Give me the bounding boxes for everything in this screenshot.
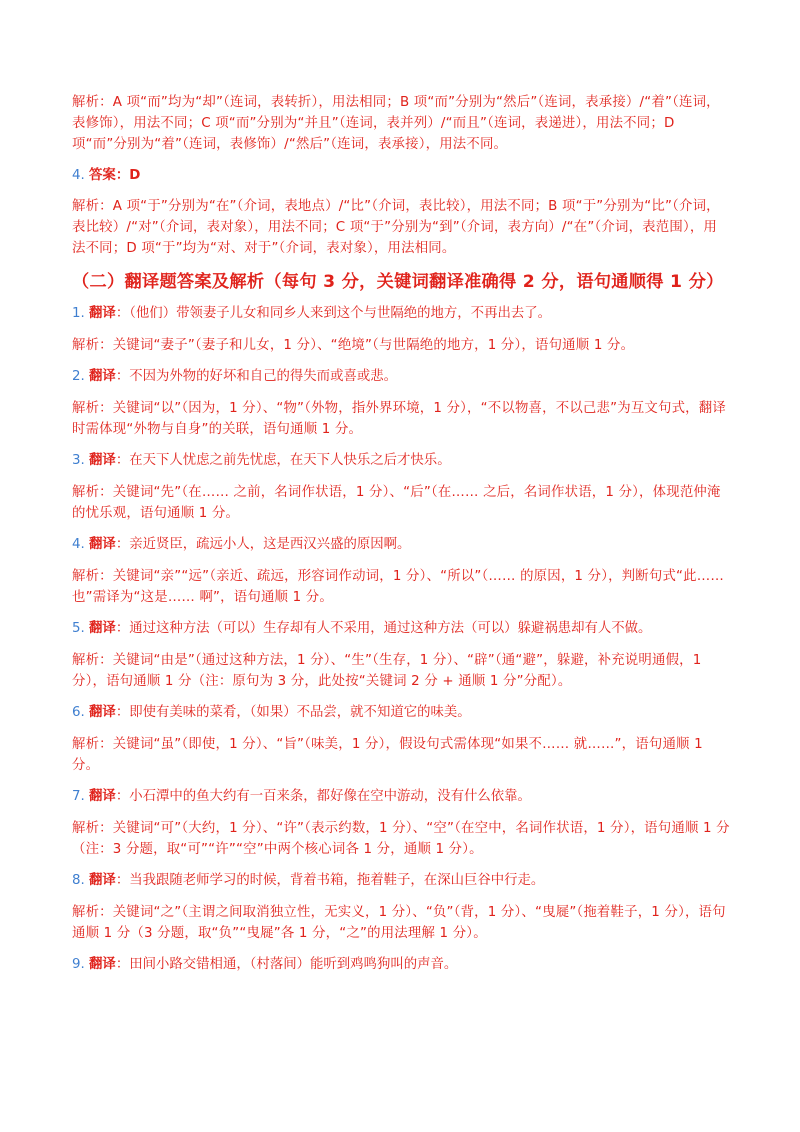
translation-text: ：亲近贤臣，疏远小人，这是西汉兴盛的原因啊。 bbox=[115, 537, 411, 552]
translation-item bbox=[72, 786, 730, 807]
translation-item bbox=[72, 450, 730, 471]
translation-label: 翻译 bbox=[89, 369, 116, 384]
translation-explanation: 解析：关键词“由是”（通过这种方法，1 分）、“生”（生存，1 分）、“辟”（通“避”，躲避，补充说明通假，1 分），语句通顺 1 分（注：原句为 3 分，此处按“关键词 2 分 + 通顺 1 分”分配）。 bbox=[72, 653, 702, 689]
translation-label: 翻译 bbox=[89, 621, 116, 636]
translation-number: 6. bbox=[72, 705, 85, 720]
translation-item bbox=[72, 702, 730, 723]
translation-number: 9. bbox=[72, 957, 85, 972]
translation-text: ：田间小路交错相通，（村落间）能听到鸡鸣狗叫的声音。 bbox=[115, 957, 458, 972]
translation-explanation: 解析：关键词“以”（因为，1 分）、“物”（外物，指外界环境，1 分），“不以物喜，不以己悲”为互文句式，翻译时需体现“外物与自身”的关联，语句通顺 1 分。 bbox=[72, 401, 726, 437]
translation-item bbox=[72, 954, 730, 975]
translation-label: 翻译 bbox=[89, 453, 116, 468]
translation-explanation: 解析：关键词“之”（主谓之间取消独立性，无实义，1 分）、“负”（背，1 分）、“曳屣”（拖着鞋子，1 分），语句通顺 1 分（3 分题，取“负”“曳屣”各 1 分，“之”的用法理解 1 分）。 bbox=[72, 905, 726, 941]
translation-text: ：即使有美味的菜肴，（如果）不品尝，就不知道它的味美。 bbox=[115, 705, 471, 720]
q4-number: 4. bbox=[72, 168, 85, 183]
q4-answer-label: 答案：D bbox=[89, 168, 141, 183]
translation-number: 4. bbox=[72, 537, 85, 552]
translation-explanation: 解析：关键词“虽”（即使，1 分）、“旨”（味美，1 分），假设句式需体现“如果不…… 就……”，语句通顺 1 分。 bbox=[72, 737, 703, 773]
translation-item bbox=[72, 303, 730, 324]
translation-number: 1. bbox=[72, 306, 85, 321]
translation-label: 翻译 bbox=[89, 705, 116, 720]
translation-explanation: 解析：关键词“可”（大约，1 分）、“许”（表示约数，1 分）、“空”（在空中，名词作状语，1 分），语句通顺 1 分（注：3 分题，取“可”“许”“空”中两个核心词各 1 分，通顺 1 分）。 bbox=[72, 821, 730, 857]
translation-explanation: 解析：关键词“妻子”（妻子和儿女，1 分）、“绝境”（与世隔绝的地方，1 分），语句通顺 1 分。 bbox=[72, 338, 635, 353]
translation-item bbox=[72, 870, 730, 891]
translation-text: ：小石潭中的鱼大约有一百来条，都好像在空中游动，没有什么依靠。 bbox=[115, 789, 531, 804]
translation-label: 翻译 bbox=[89, 306, 116, 321]
translation-explanation: 解析：关键词“先”（在…… 之前，名词作状语，1 分）、“后”（在…… 之后，名词作状语，1 分），体现范仲淹的忧乐观，语句通顺 1 分。 bbox=[72, 485, 721, 521]
translation-number: 2. bbox=[72, 369, 85, 384]
translation-item bbox=[72, 534, 730, 555]
translation-number: 3. bbox=[72, 453, 85, 468]
section-heading-translation: （二）翻译题答案及解析（每句 3 分，关键词翻译准确得 2 分，语句通顺得 1 分） bbox=[72, 272, 724, 292]
translation-number: 5. bbox=[72, 621, 85, 636]
translation-label: 翻译 bbox=[89, 957, 116, 972]
translation-text: ：不因为外物的好坏和自己的得失而或喜或悲。 bbox=[115, 369, 398, 384]
translation-text: ：（他们）带领妻子儿女和同乡人来到这个与世隔绝的地方，不再出去了。 bbox=[115, 306, 552, 321]
translation-text: ：在天下人忧虑之前先忧虑，在天下人快乐之后才快乐。 bbox=[115, 453, 451, 468]
translation-number: 7. bbox=[72, 789, 85, 804]
translation-list bbox=[72, 303, 730, 975]
translation-text: ：通过这种方法（可以）生存却有人不采用，通过这种方法（可以）躲避祸患却有人不做。 bbox=[115, 621, 652, 636]
translation-text: ：当我跟随老师学习的时候，背着书箱，拖着鞋子，在深山巨谷中行走。 bbox=[115, 873, 545, 888]
translation-label: 翻译 bbox=[89, 789, 116, 804]
q4-explanation: 解析：A 项“于”分别为“在”（介词，表地点）/“比”（介词，表比较），用法不同；B 项“于”分别为“比”（介词，表比较）/“对”（介词，表对象），用法不同；C 项“于”分别为“到”（介词，表方向）/“在”（介词，表范围），用法不同；D 项“于”均为“对、对于”（介词，表对象），用法相同。 bbox=[72, 199, 720, 256]
translation-item bbox=[72, 618, 730, 639]
translation-number: 8. bbox=[72, 873, 85, 888]
translation-label: 翻译 bbox=[89, 537, 116, 552]
translation-explanation: 解析：关键词“亲”“远”（亲近、疏远，形容词作动词，1 分）、“所以”（…… 的原因，1 分），判断句式“此…… 也”需译为“这是…… 啊”，语句通顺 1 分。 bbox=[72, 569, 724, 605]
translation-item bbox=[72, 366, 730, 387]
q3-explanation: 解析：A 项“而”均为“却”（连词，表转折），用法相同；B 项“而”分别为“然后”（连词，表承接）/“着”（连词，表修饰），用法不同；C 项“而”分别为“并且”（连词，表并列）/“而且”（连词，表递进），用法不同；D 项“而”分别为“着”（连词，表修饰）/“然后”（连词，表承接），用法不同。 bbox=[72, 95, 720, 152]
translation-label: 翻译 bbox=[89, 873, 116, 888]
q4-answer bbox=[72, 165, 730, 186]
